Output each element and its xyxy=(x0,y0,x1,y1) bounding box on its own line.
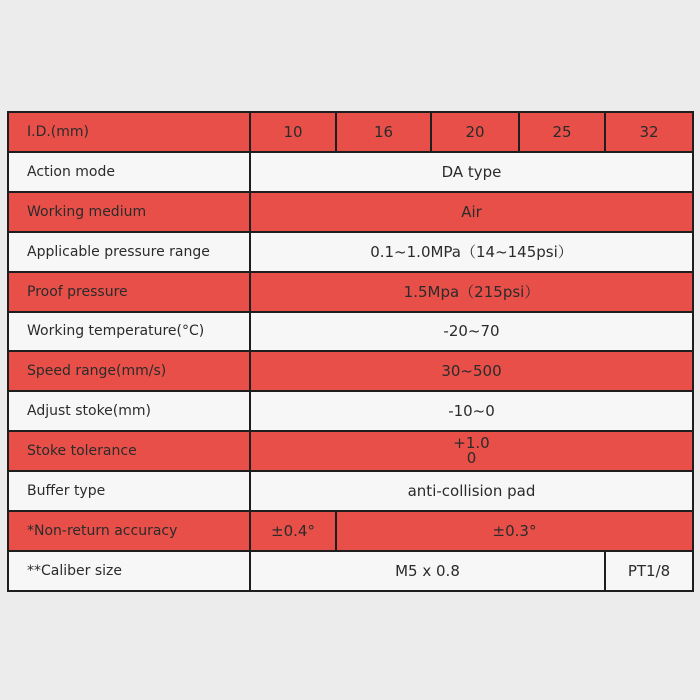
spec-row-working-temperature xyxy=(8,312,693,352)
spec-row-non-return-accuracy xyxy=(8,511,693,551)
spec-row-pressure-range xyxy=(8,232,693,272)
spec-row-stroke-tolerance xyxy=(8,431,693,471)
spec-row-id xyxy=(8,112,693,152)
spec-row-caliber-size xyxy=(8,551,693,591)
spec-label: Action mode xyxy=(8,152,250,192)
cylinder-spec-table xyxy=(7,111,694,592)
spec-label: Proof pressure xyxy=(8,272,250,312)
tolerance-lower: 0 xyxy=(466,449,477,468)
spec-label: Working temperature(°C) xyxy=(8,312,250,352)
spec-label: *Non-return accuracy xyxy=(8,511,250,551)
spec-row-adjust-stroke xyxy=(8,391,693,431)
spec-value: Air xyxy=(250,192,693,232)
size-cell-32: 32 xyxy=(605,112,693,152)
spec-value-large-bore: ±0.3° xyxy=(336,511,693,551)
spec-label: Applicable pressure range xyxy=(8,232,250,272)
spec-row-action-mode xyxy=(8,152,693,192)
spec-label: Working medium xyxy=(8,192,250,232)
spec-label: **Caliber size xyxy=(8,551,250,591)
spec-label: Adjust stoke(mm) xyxy=(8,391,250,431)
spec-label: I.D.(mm) xyxy=(8,112,250,152)
spec-row-buffer-type xyxy=(8,471,693,511)
spec-value: 30~500 xyxy=(250,351,693,391)
tolerance-upper: +1.0 xyxy=(453,434,490,453)
spec-label: Speed range(mm/s) xyxy=(8,351,250,391)
spec-value-small-bore: ±0.4° xyxy=(250,511,336,551)
spec-value: DA type xyxy=(250,152,693,192)
spec-row-speed-range xyxy=(8,351,693,391)
spec-label: Buffer type xyxy=(8,471,250,511)
spec-label: Stoke tolerance xyxy=(8,431,250,471)
spec-value: 1.5Mpa（215psi） xyxy=(250,272,693,312)
size-cell-25: 25 xyxy=(519,112,605,152)
spec-value: anti-collision pad xyxy=(250,471,693,511)
spec-value: -10~0 xyxy=(250,391,693,431)
spec-value xyxy=(250,431,693,471)
spec-value: 0.1~1.0MPa（14~145psi） xyxy=(250,232,693,272)
spec-value: -20~70 xyxy=(250,312,693,352)
spec-row-working-medium xyxy=(8,192,693,232)
spec-value-small-bore: M5 x 0.8 xyxy=(250,551,605,591)
spec-row-proof-pressure xyxy=(8,272,693,312)
size-cell-20: 20 xyxy=(431,112,519,152)
spec-value-large-bore: PT1/8 xyxy=(605,551,693,591)
size-cell-10: 10 xyxy=(250,112,336,152)
size-cell-16: 16 xyxy=(336,112,431,152)
